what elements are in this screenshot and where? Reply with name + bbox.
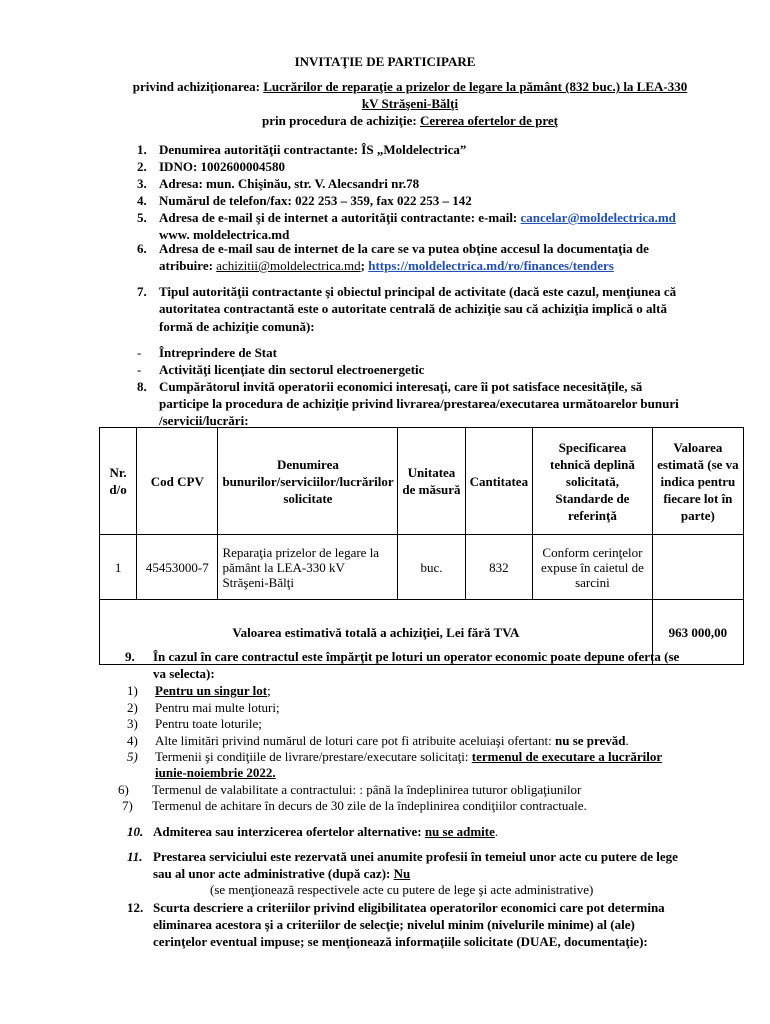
item-text: Adresa: mun. Chişinău, str. V. Alecsandri nr.78 [159,176,420,191]
item-text: Cumpărătorul invită operatorii economici interesaţi, care îi pot satisface necesităţile, să [159,379,643,394]
option-number: 7) [122,798,133,813]
section-text: sau al unor acte administrative (după caz): [153,866,394,881]
cell-qty: 832 [465,535,533,600]
option-value: termenul de executare a lucrărilor [471,749,663,764]
header-qty: Cantitatea [465,428,533,535]
section-9 [125,648,679,665]
subtitle-prefix: privind achiziţionarea: [132,79,264,94]
procurement-email-link[interactable]: achizitii@moldelectrica.md [216,258,361,273]
contact-email-link[interactable]: cancelar@moldelectrica.md [520,210,676,225]
procedure-prefix: prin procedura de achiziţie: [262,113,420,128]
item-7 [137,283,676,300]
item-number: 7. [137,284,147,299]
item-number: 8. [137,379,147,394]
item-6-line2 [159,257,614,274]
procedure-type: Cererea ofertelor de preţ [419,113,558,128]
option-7 [122,797,587,814]
option-text: Pentru toate loturile; [155,716,262,731]
section-text: Scurta descriere a criteriilor privind eligibilitatea operatorilor economici care pot determina [153,900,665,915]
bullet-text: Activităţi licenţiate din sectorul electroenergetic [159,362,425,377]
item-number: 4. [137,193,147,208]
cell-cpv: 45453000-7 [137,535,218,600]
bullet-dash: - [137,345,142,360]
table-row [100,535,744,600]
total-value: 963 000,00 [652,600,743,665]
header-spec: Specificarea tehnică deplină solicitată, Standarde de referinţă [533,428,653,535]
option-number: 5) [127,749,138,764]
procurement-object-line2: kV Străşeni-Bălţi [361,96,459,111]
cell-name: Reparaţia prizelor de legare la pământ la LEA-330 kV Străşeni-Bălţi [218,535,398,600]
option-2 [127,699,280,716]
option-4: 4) Alte limitări privind numărul de loturi care pot fi atribuite aceluiaşi ofertant: nu se prevăd. [127,733,629,748]
section-9-line2: va selecta): [153,666,215,681]
cell-value [652,535,743,600]
item-number: 3. [137,176,147,191]
subtitle-line-3 [100,112,720,129]
option-value: nu se prevăd [554,733,626,748]
document-subtitle [100,78,720,129]
item-text: Denumirea autorităţii contractante: ÎS „Moldelectrica” [159,142,467,157]
subtitle-line-1 [100,78,720,95]
section-12-line2: eliminarea acestora şi a criteriilor de selecţie; nivelul minim (nivelurile minime) al (ale) [153,917,635,932]
table-header-row [100,428,744,535]
item-text: IDNO: 1002600004580 [159,159,286,174]
option-5 [127,748,662,765]
section-value: nu se admite [424,824,495,839]
item-8 [137,378,642,395]
bullet-1 [137,344,277,361]
document-title: INVITAŢIE DE PARTICIPARE [294,54,476,69]
item-number: 5. [137,210,147,225]
total-label: Valoarea estimativă totală a achiziţiei, Lei fără TVA [100,600,653,665]
bullet-2 [137,361,424,378]
item-4 [137,192,472,209]
option-3 [127,715,262,732]
section-value: Nu [393,866,411,881]
option-text: Alte limitări privind numărul de loturi care pot fi atribuite aceluiaşi ofertant: [155,733,555,748]
item-1 [137,141,466,158]
item-6 [137,240,649,257]
option-number: 4) [127,733,138,748]
section-11 [127,848,678,865]
item-8-line2: participe la procedura de achiziţie privind livrarea/prestarea/executarea următoarelor bunuri [159,396,679,411]
item-text: Adresa de e-mail sau de internet de la care se va putea obţine accesul la documentaţia de [159,241,649,256]
item-6-prefix: atribuire: [159,258,217,273]
section-text: Prestarea serviciului este rezervată unei anumite profesii în temeiul unor acte cu putere de lege [153,849,678,864]
item-7-line2: autoritatea contractantă este o autoritate centrală de achiziţie sau că achiziţia implică o altă [159,301,667,316]
header-name: Denumirea bunurilor/serviciilor/lucrărilor solicitate [218,428,398,535]
section-11-note: (se menţionează respectivele acte cu putere de lege şi acte administrative) [210,882,594,897]
cell-spec: Conform cerinţelor expuse în caietul de sarcini [533,535,653,600]
option-number: 1) [127,683,138,698]
option-1 [127,682,271,699]
section-10: 10. Admiterea sau interzicerea ofertelor alternative: nu se admite. [127,824,499,839]
option-text: Termenul de achitare în decurs de 30 zile de la îndeplinirea condiţiilor contractuale. [152,798,587,813]
option-text: Termenul de valabilitate a contractului: : până la îndeplinirea tuturor obligaţiunilor [152,782,582,797]
option-end: ; [267,683,271,698]
section-11-line2 [153,865,410,882]
item-number: 2. [137,159,147,174]
item-text: Numărul de telefon/fax: 022 253 – 359, fax 022 253 – 142 [159,193,472,208]
cell-unit: buc. [398,535,465,600]
header-cpv: Cod CPV [137,428,218,535]
option-5-line2: iunie-noiembrie 2022. [155,765,276,780]
procurement-table [99,427,744,665]
section-number: 12. [127,900,144,915]
option-text: Pentru mai multe loturi; [155,700,280,715]
section-12-line3: cerinţelor eventual impuse; se menţionează informaţiile solicitate (DUAE, documentaţie): [153,934,648,949]
procurement-object: Lucrărilor de reparaţie a prizelor de legare la pământ (832 buc.) la LEA-330 [263,79,688,94]
option-text: Pentru un singur lot [155,683,268,698]
header-nr: Nr. d/o [100,428,137,535]
cell-nr: 1 [100,535,137,600]
header-unit: Unitatea de măsură [398,428,465,535]
header-value: Valoarea estimată (se va indica pentru fiecare lot în parte) [652,428,743,535]
option-number: 2) [127,700,138,715]
option-text: Termenii şi condiţiile de livrare/prestare/executare solicitaţi: [155,749,472,764]
item-number: 6. [137,241,147,256]
tenders-link[interactable]: https://moldelectrica.md/ro/finances/tenders [368,258,614,273]
option-number: 6) [118,782,129,797]
bullet-dash: - [137,362,142,377]
item-8-line3: /servicii/lucrări: [159,413,249,428]
option-6 [118,781,581,798]
section-number: 9. [125,649,135,664]
item-text: Adresa de e-mail şi de internet a autorităţii contractante: e-mail: [159,210,521,225]
section-number: 11. [127,849,143,864]
bullet-text: Întreprindere de Stat [159,345,277,360]
section-text: Admiterea sau interzicerea ofertelor alternative: [153,824,425,839]
item-5 [137,209,676,226]
item-6-sep: ; [360,258,369,273]
item-3 [137,175,419,192]
item-number: 1. [137,142,147,157]
item-5-website: www. moldelectrica.md [159,227,290,242]
section-text: În cazul în care contractul este împărţit pe loturi un operator economic poate depune oferta (se [153,649,680,664]
section-12 [127,899,665,916]
item-2 [137,158,285,175]
item-text: Tipul autorităţii contractante şi obiectul principal de activitate (dacă este cazul, menţiunea că [159,284,677,299]
item-7-line3: formă de achiziţie comună): [159,319,315,334]
section-number: 10. [127,824,144,839]
option-number: 3) [127,716,138,731]
